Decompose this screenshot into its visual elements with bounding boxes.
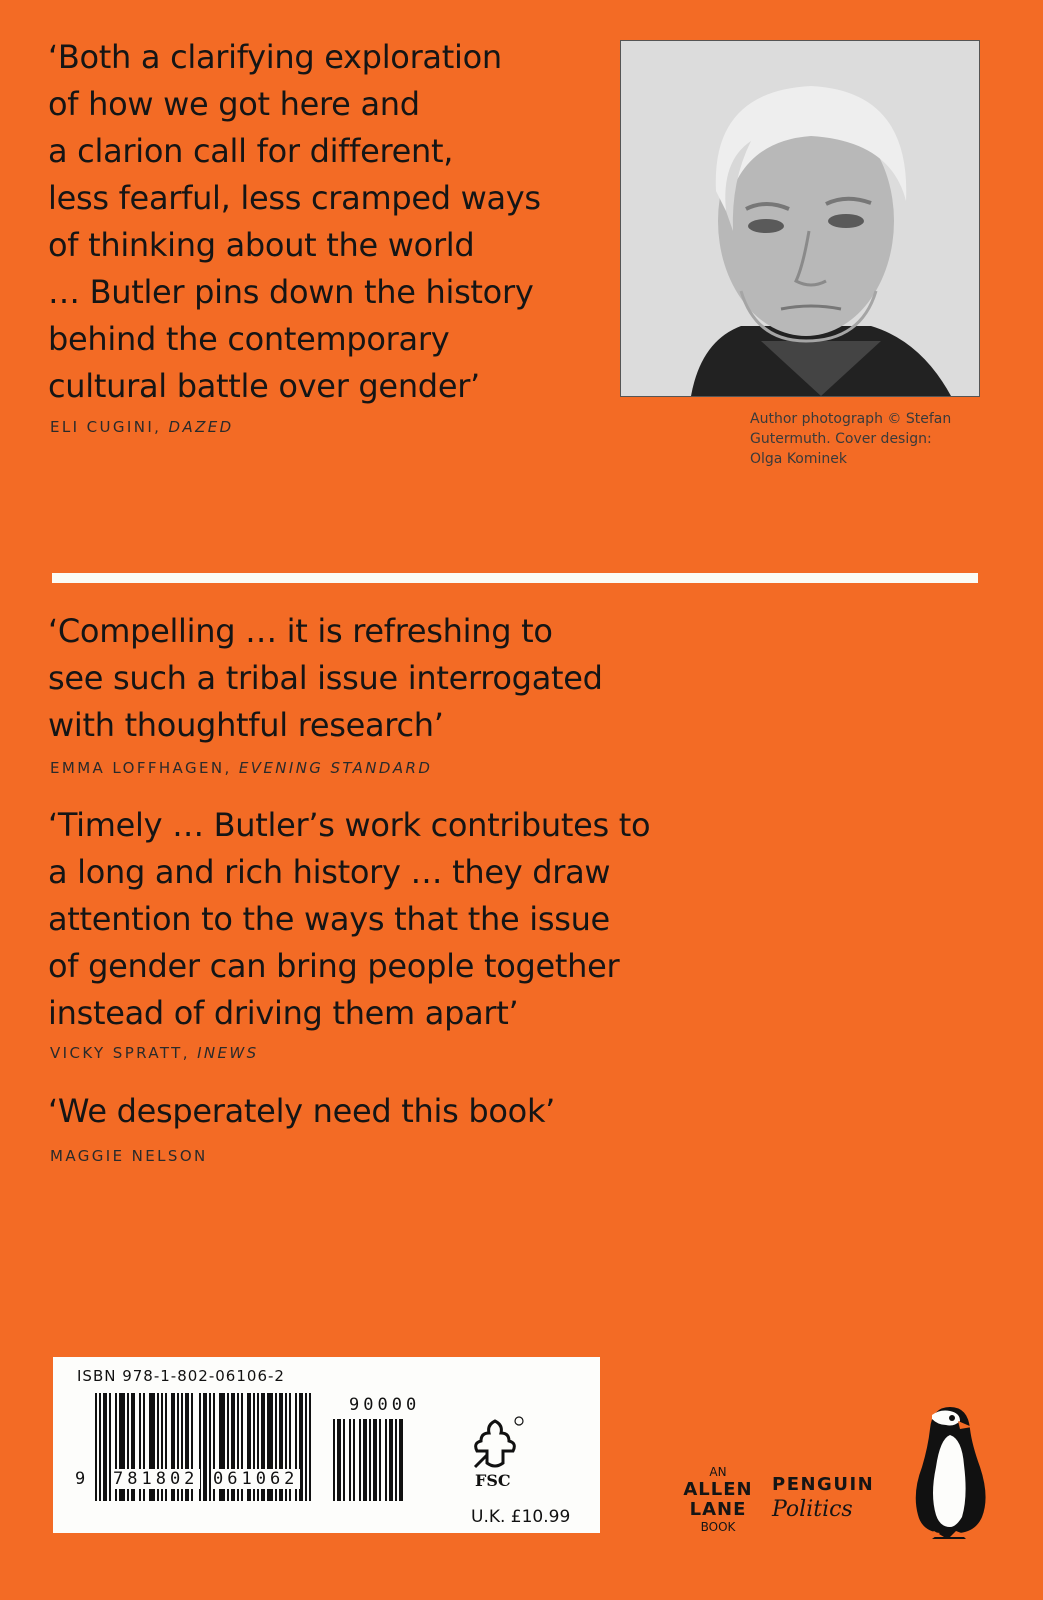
author-portrait-image bbox=[621, 41, 979, 396]
photo-credit bbox=[750, 409, 951, 469]
politics-wordmark: Politics bbox=[772, 1497, 853, 1522]
quote-1-line: … Butler pins down the history bbox=[48, 273, 534, 311]
main-barcode-bar bbox=[309, 1393, 311, 1501]
quote-2-line: ‘Compelling … it is refreshing to bbox=[48, 612, 553, 650]
quote-3-author: VICKY SPRATT, bbox=[50, 1044, 190, 1062]
penguin-icon bbox=[910, 1405, 990, 1540]
addon-barcode-bar bbox=[399, 1419, 403, 1501]
fsc-logo bbox=[465, 1415, 525, 1495]
quote-4-attribution bbox=[50, 1147, 208, 1165]
quote-1-line: of thinking about the world bbox=[48, 226, 475, 264]
quote-3-source: INEWS bbox=[197, 1044, 259, 1062]
quote-2-source: EVENING STANDARD bbox=[238, 759, 433, 777]
allen-lane-allen: ALLEN bbox=[683, 1479, 753, 1500]
photo-credit-line-2: Gutermuth. Cover design: bbox=[750, 431, 932, 447]
allen-lane-book: BOOK bbox=[700, 1520, 736, 1534]
quote-1-source: DAZED bbox=[168, 418, 234, 436]
allen-lane-logo bbox=[676, 1465, 760, 1535]
barcode-panel bbox=[53, 1357, 600, 1533]
quote-2-author: EMMA LOFFHAGEN, bbox=[50, 759, 232, 777]
quote-1-line: ‘Both a clarifying exploration bbox=[48, 38, 502, 76]
isbn-label: ISBN 978-1-802-06106-2 bbox=[77, 1367, 285, 1385]
quote-3 bbox=[48, 802, 650, 1037]
quote-1-line: of how we got here and bbox=[48, 85, 420, 123]
quote-2-line: with thoughtful research’ bbox=[48, 706, 444, 744]
price-label: U.K. £10.99 bbox=[471, 1507, 571, 1527]
quote-2 bbox=[48, 608, 603, 749]
quote-3-line: instead of driving them apart’ bbox=[48, 994, 519, 1032]
quote-1-line: less fearful, less cramped ways bbox=[48, 179, 541, 217]
quote-4-author: MAGGIE NELSON bbox=[50, 1147, 208, 1165]
quote-1-line: a clarion call for different, bbox=[48, 132, 454, 170]
author-photo bbox=[620, 40, 980, 397]
quote-3-attribution bbox=[50, 1044, 259, 1062]
quote-3-line: of gender can bring people together bbox=[48, 947, 620, 985]
quote-1-attribution bbox=[50, 418, 234, 436]
penguin-politics-logo bbox=[772, 1474, 874, 1522]
quote-3-line: a long and rich history … they draw bbox=[48, 853, 611, 891]
barcode-right-digits: 061062 bbox=[213, 1469, 299, 1489]
divider-rule bbox=[52, 573, 978, 583]
quote-1-line: cultural battle over gender’ bbox=[48, 367, 480, 405]
allen-lane-lane: LANE bbox=[689, 1499, 747, 1520]
fsc-label: FSC bbox=[475, 1471, 511, 1490]
quote-2-attribution bbox=[50, 759, 432, 777]
quote-4-line: ‘We desperately need this book’ bbox=[48, 1092, 556, 1130]
penguin-wordmark: PENGUIN bbox=[772, 1474, 875, 1495]
addon-digits: 90000 bbox=[349, 1395, 421, 1415]
quote-1-author: ELI CUGINI, bbox=[50, 418, 162, 436]
photo-credit-line-1: Author photograph © Stefan bbox=[750, 411, 952, 427]
barcode-first-digit: 9 bbox=[75, 1469, 90, 1489]
allen-lane-an: AN bbox=[709, 1465, 727, 1479]
quote-2-line: see such a tribal issue interrogated bbox=[48, 659, 603, 697]
quote-4 bbox=[48, 1088, 555, 1135]
quote-1-line: behind the contemporary bbox=[48, 320, 450, 358]
quote-1 bbox=[48, 34, 541, 410]
barcode-left-digits: 781802 bbox=[113, 1469, 199, 1489]
addon-barcode bbox=[333, 1419, 403, 1501]
photo-credit-line-3: Olga Kominek bbox=[750, 451, 847, 467]
quote-3-line: attention to the ways that the issue bbox=[48, 900, 610, 938]
quote-3-line: ‘Timely … Butler’s work contributes to bbox=[48, 806, 651, 844]
